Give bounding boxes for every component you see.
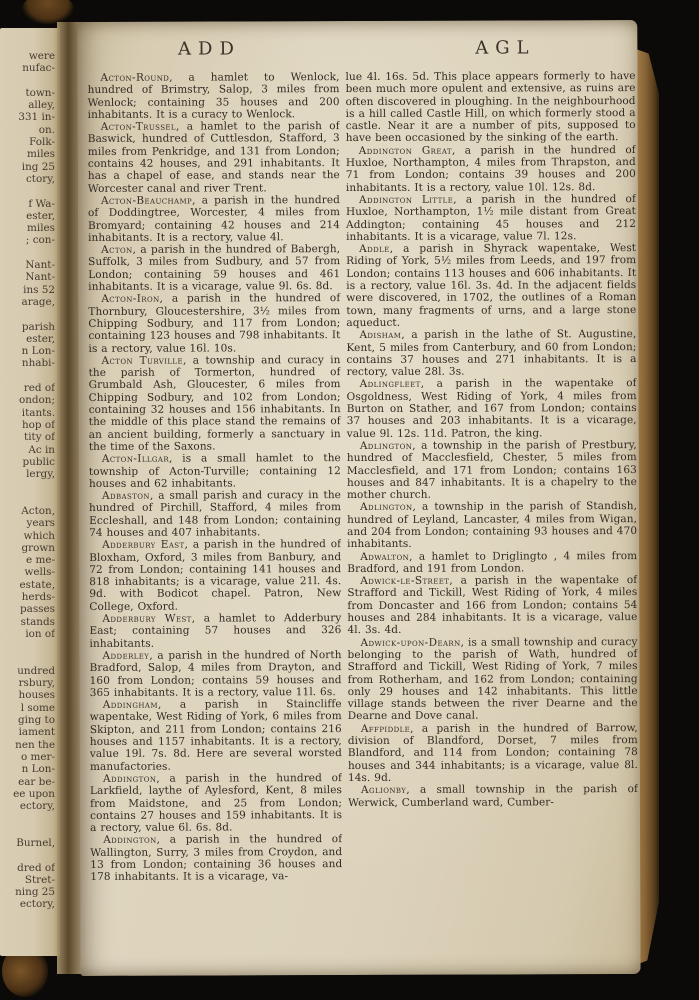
gazetteer-entry: Addington Great, a parish in the hundred of Huxloe, Northampton, 4 miles from Thrapston, and 71 from London; contains 39 houses and 200 inhabitants. It is a rectory, value 10l. 12s. 8d. [345,143,636,194]
gazetteer-entry: Acton-Round, a hamlet to Wenlock, hundred of Brimstry, Salop, 3 miles from Wenlock; containing 35 houses and 200 inhabitants. It is a curacy to Wenlock. [87,71,340,121]
entry-headword: Adwick-le-Street [360,574,450,588]
entry-headword: Addington Little [358,193,454,206]
opposite-page-fragment-line: itants. [21,406,55,419]
opposite-page-fragment-line [0,75,55,87]
entry-headword: Acton-Beauchamp [100,194,193,207]
opposite-page-fragment-line: Stret- [24,873,55,886]
entry-headword: Addingham [102,698,158,712]
opposite-page-fragment-line: undred [17,664,55,677]
running-head-right: AGL [475,37,536,59]
opposite-page-fragment-line: n Lon- [21,763,55,776]
opposite-page-fragment-line: were [28,50,55,62]
gazetteer-entry: Acton-Iron, a parish in the hundred of Thornbury, Gloucestershire, 3½ miles from Chipping Sodbury, and 117 from London; containing 123 houses and 798 inhabitants. It is a rectory, value 16l. 10s. [88,292,341,355]
gazetteer-entry: Addington, a parish in the hundred of Wallington, Surry, 3 miles from Croydon, and 13 from London; containing 36 houses and 178 inhabitants. It is a vicarage, va- [90,833,343,884]
opposite-page-fragment-line: ester, [26,209,55,222]
entry-headword: Acton-Iron [101,293,160,306]
gazetteer-entry: Addle, a parish in Shyrack wapentake, West Riding of York, 5½ miles from Leeds, and 197 from London; contains 113 houses and 606 inhabitants. It is a rectory, value 16l. 3s. 4d. In the adjacent fields were discovered, in 1702, the outlines of a Roman town, many fragments of urns, and a large stone aqueduct. [346,242,637,329]
opposite-page-fragment-line: miles [27,222,55,235]
gazetteer-entry: Adwalton, a hamlet to Driglingto , 4 miles from Bradford, and 191 from London. [347,549,638,575]
opposite-page-fragment-line [0,653,55,665]
opposite-page-fragment-line: Nant- [25,271,55,284]
opposite-page-fragment-line: Ac in [28,443,55,456]
opposite-page-fragment-line: ee upon [13,787,55,800]
entry-headword: Acton Turville [101,354,184,367]
opposite-page-fragment-line: Nant- [25,259,55,272]
opposite-page-fragment-line: nen the [15,738,55,751]
gazetteer-entry: Adlington, a township in the parish of Prestbury, hundred of Macclesfield, Chester, 5 miles from Macclesfield, and 171 from London; contains 163 houses and 847 inhabitants. It is a chapelry to the mother church. [346,438,637,502]
entry-headword: Adwick-upon-Dearn [360,636,461,649]
entry-headword: Aglionby [360,784,407,797]
opposite-page-fragment-line: Folk- [29,136,55,149]
entry-continuation: lue 4l. 16s. 5d. This place appears formerly to have been much more opulent and extensive, as ruins are often discovered in ploughing. In the neighbourhood is a hill called Castle Hill, on which formerly stood a castle. Near it are a number of pits, supposed to have been occasioned by the sinking of the earth. [345,70,636,145]
opposite-page-fragment-line: ectory, [19,898,55,911]
entry-headword: Adlington [359,439,413,452]
entry-headword: Acton-Trussel [100,120,176,134]
opposite-page-fragment-line: Burnel, [16,837,55,849]
opposite-page-fragment-line [0,640,55,652]
gazetteer-entry: Acton-Trussel, a hamlet to the parish of Baswick, hundred of Cuttlesdon, Stafford, 3 miles from Penkridge, and 131 from London; contains 42 houses, and 291 inhabitants. It has a chapel of ease, and stands near the Worcester canal and river Trent. [87,120,340,195]
entry-headword: Addington Great [358,144,452,157]
gazetteer-entry: Adisham, a parish in the lathe of St. Augustine, Kent, 5 miles from Canterbury, and 60 from London; contains 37 houses and 271 inhabitants. It is a rectory, value 28l. 3s. [346,328,637,379]
opposite-page-fragment-line: grown [21,541,55,554]
opposite-page-fragment-line: ion of [25,627,55,640]
opposite-page-fragment-line [0,370,55,382]
entry-headword: Adwalton [360,550,410,563]
opposite-page-fragment-line [0,480,55,492]
opposite-page-fragment-line [0,812,55,824]
opposite-page-fragment-line: on. [38,123,55,136]
entry-headword: Adderbury East [102,538,185,552]
gazetteer-entry: Affpiddle, a parish in the hundred of Barrow, division of Blandford, Dorset, 7 miles from Blandford, and 114 from London; containing 78 houses and 344 inhabitants; is a vicarage, value 8l. 14s. 9d. [347,721,638,784]
opposite-page-fragment-line: lergy, [26,468,55,481]
opposite-page-fragment-line: public [22,455,55,468]
opposite-page-fragment-line: rsbury, [18,677,55,690]
opposite-page-fragment-line: hop of [21,418,55,431]
gazetteer-entry: Adwick-le-Street, a parish in the wapentake of Strafford and Tickill, West Riding of York, 4 miles from Doncaster and 166 from London; contains 54 houses and 284 inhabitants. It is a vicarage, value 4l. 3s. 4d. [347,574,638,637]
opposite-page-fragment-line: herds- [21,591,55,604]
opposite-page-fragment-line: iament [18,726,55,739]
opposite-page-fragment-line: f Wa- [28,197,55,210]
opposite-page-fragment-line: estate, [19,578,55,591]
entry-headword: Acton-Round [100,71,170,84]
opposite-page-fragment-line: which [23,529,55,542]
opposite-page-fragment-line: tity of [24,431,55,444]
opposite-page-fragment-line: red of [23,382,55,395]
opposite-page-fragment-line: passes [20,603,55,616]
entry-headword: Addington [102,772,157,785]
opposite-page-fragment-line: ester, [26,332,55,345]
gazetteer-entry: Addington, a parish in the hundred of Larkfield, laythe of Aylesford, Kent, 8 miles from Maidstone, and 25 from London; contains 27 houses and 159 inhabitants. It is a rectory, value 6l. 6s. 8d. [90,771,343,835]
entry-headword: Adderbury West [102,612,192,625]
running-head-left: ADD [177,38,241,60]
opposite-page-fragment-line: ing 25 [21,160,55,173]
opposite-page-fragment-line: years [26,517,55,530]
gazetteer-entry: Adwick-upon-Dearn, is a small township and curacy belonging to the parish of Wath, hundred of Strafford and Tickill, West Riding of York, 7 miles from Rotherham, and 162 from London; containing only 29 houses and 142 inhabitants. This little village stands between the river Dearne and the Dearne and Dove canal. [347,635,638,723]
opposite-page-fragment-line: stands [20,615,55,628]
opposite-page-fragment-line: parish [21,320,55,333]
opposite-page-fragment-line: dred of [17,861,55,874]
gazetteer-entry: Acton-Illgar, is a small hamlet to the township of Acton-Turville; containing 12 houses and 62 inhabitants. [88,452,341,490]
opposite-page-fragment-line: ging to [17,714,55,727]
right-column [346,70,639,969]
gazetteer-entry: Acton, a parish in the hundred of Babergh, Suffolk, 3 miles from Sudbury, and 57 from London; containing 59 houses and 461 inhabitants. It is a vicarage, value 9l. 6s. 8d. [88,243,341,293]
gazetteer-entry: Adderbury East, a parish in the hundred of Bloxham, Oxford, 3 miles from Banbury, and 72 from London; containing 141 houses and 818 inhabitants; is a vicarage, value 21l. 4s. 9d. with Bodicot chapel. Patron, New College, Oxford. [89,538,342,613]
opposite-page-fragment-line: wells- [24,566,55,579]
gazetteer-entry: Adlingfleet, a parish in the wapentake of Osgoldness, West Riding of York, 4 miles from Burton on Stather, and 167 from London; contains 37 houses and 203 inhabitants. It is a vicarage, value 9l. 12s. 11d. Patron, the king. [346,377,637,440]
entry-headword: Adisham [359,329,402,342]
opposite-page-fragment-line: o mer- [20,750,55,763]
opposite-page-fragment-line: houses [18,689,55,702]
gazetteer-entry: Acton-Beauchamp, a parish in the hundred of Doddingtree, Worcester, 4 miles from Bromyard; containing 42 houses and 214 inhabitants. It is a rectory, value 4l. [87,194,341,244]
entry-headword: Acton-Illgar [101,452,170,466]
opposite-page-fragment-line: miles [27,148,55,161]
gazetteer-entry: Adderley, a parish in the hundred of North Bradford, Salop, 4 miles from Drayton, and 160 from London; contains 59 houses and 365 inhabitants. It is a rectory, value 11l. 6s. [89,649,342,699]
opposite-page-fragment-line: ectory, [19,800,55,813]
opposite-page-fragment-line [0,247,55,259]
opposite-page-fragment-line [0,308,55,320]
entry-headword: Addington [103,834,157,847]
opposite-page-fragment-line: e me- [26,554,55,567]
gazetteer-entry: Adlington, a township in the parish of Standish, hundred of Leyland, Lancaster, 4 miles from Wigan, and 204 from London; containing 93 houses and 470 inhabitants. [347,500,638,551]
entry-headword: Addle [359,243,390,256]
opposite-page-fragment-line: nufac- [22,62,55,75]
opposite-page-fragment-line: ning 25 [15,886,55,899]
opposite-page-sliver [0,28,60,956]
gazetteer-entry: Addingham, a parish in Staincliffe wapentake, West Riding of York, 6 miles from Skipton, and 211 from London; contains 216 houses and 1157 inhabitants. It is a rectory, value 19l. 7s. 8d. Here are several worsted manufactories. [89,698,342,773]
gazetteer-entry: Addington Little, a parish in the hundred of Huxloe, Northampton, 1½ mile distant from Great Addington; containing 45 houses and 212 inhabitants. It is a vicarage, value 7l. 12s. [345,193,637,243]
entry-headword: Adlington [360,501,413,514]
entry-headword: Affpiddle [360,722,411,735]
gazetteer-entry: Adderbury West, a hamlet to Adderbury East; containing 57 houses and 326 inhabitants. [89,612,342,650]
opposite-page-fragment-line: Acton, [21,504,55,517]
binding-headband-top [22,0,74,24]
left-column [88,71,343,964]
opposite-page-fragment-line: town- [25,86,55,99]
gazetteer-page [77,20,640,976]
entry-headword: Acton [101,243,133,257]
opposite-page-fragment-line [0,849,55,861]
opposite-page-text-fragments [0,28,60,911]
opposite-page-fragment-line: ctory, [25,172,55,185]
opposite-page-fragment-line: ; con- [25,234,55,247]
gazetteer-entry: Acton Turville, a township and curacy in the parish of Tormerton, hundred of Grumbald Ash, Gloucester, 6 miles from Chipping Sodbury, and 102 from London; containing 32 houses and 156 inhabitants. In the middle of this place stand the remains of an ancient building, formerly a sanctuary in the time of the Saxons. [88,353,341,453]
gazetteer-entry: Adbaston, a small parish and curacy in the hundred of Pirchill, Stafford, 4 miles from Eccleshall, and 148 from London; containing 74 houses and 407 inhabitants. [89,489,342,539]
opposite-page-fragment-line [0,493,55,505]
opposite-page-fragment-line: ins 52 [23,283,55,296]
opposite-page-fragment-line: 331 in- [18,111,55,124]
opposite-page-fragment-line [0,825,55,837]
opposite-page-fragment-line: ear be- [18,775,55,788]
opposite-page-fragment-line [0,185,55,197]
opposite-page-fragment-line: ondon; [18,394,55,407]
opposite-page-fragment-line: n Lon- [21,345,55,358]
entry-headword: Adbaston [101,489,150,502]
opposite-page-fragment-line: alley, [28,99,55,112]
entry-headword: Adlingfleet [359,378,421,391]
opposite-page-fragment-line: arage, [21,295,55,308]
entry-headword: Adderley [102,649,150,662]
opposite-page-fragment-line: nhabi- [21,357,55,370]
opposite-page-fragment-line: l some [20,701,55,714]
gazetteer-entry: Aglionby, a small township in the parish of Werwick, Cumberland ward, Cumber- [348,783,639,809]
